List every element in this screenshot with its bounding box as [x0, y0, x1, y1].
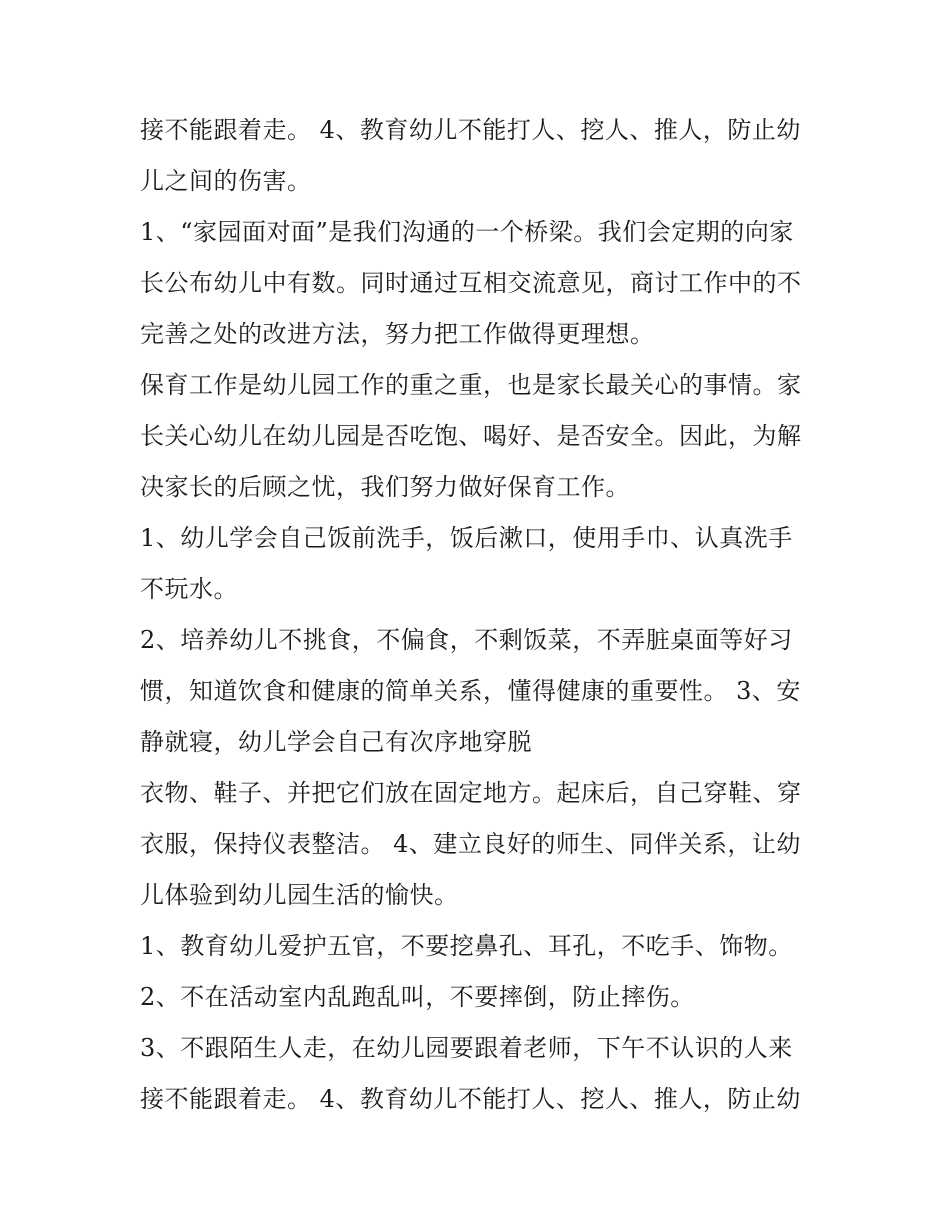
- text-line: 保育工作是幼儿园工作的重之重，也是家长最关心的事情。家: [140, 371, 802, 399]
- text-line: 儿体验到幼儿园生活的愉快。: [140, 881, 459, 909]
- text-line: 静就寝，幼儿学会自己有次序地穿脱: [140, 728, 532, 756]
- text-line: 长公布幼儿中有数。同时通过互相交流意见，商讨工作中的不: [140, 269, 802, 297]
- text-line: 完善之处的改进方法，努力把工作做得更理想。: [140, 320, 655, 348]
- text-line: 3、不跟陌生人走，在幼儿园要跟着老师，下午不认识的人来: [140, 1034, 793, 1062]
- text-line: 衣服，保持仪表整洁。 4、建立良好的师生、同伴关系，让幼: [140, 830, 801, 858]
- text-line: 1、教育幼儿爱护五官，不要挖鼻孔、耳孔，不吃手、饰物。: [140, 932, 793, 960]
- text-line: 衣物、鞋子、并把它们放在固定地方。起床后，自己穿鞋、穿: [140, 779, 802, 807]
- text-line: 接不能跟着走。 4、教育幼儿不能打人、挖人、推人，防止幼: [140, 1085, 801, 1113]
- text-line: 2、不在活动室内乱跑乱叫，不要摔倒，防止摔伤。: [140, 983, 695, 1011]
- text-line: 不玩水。: [140, 575, 238, 603]
- text-line: 1、幼儿学会自己饭前洗手，饭后漱口，使用手巾、认真洗手: [140, 524, 793, 552]
- text-line: 接不能跟着走。 4、教育幼儿不能打人、挖人、推人，防止幼: [140, 116, 801, 144]
- text-line: 1、“家园面对面”是我们沟通的一个桥梁。我们会定期的向家: [140, 218, 794, 246]
- text-line: 决家长的后顾之忧，我们努力做好保育工作。: [140, 473, 630, 501]
- text-line: 长关心幼儿在幼儿园是否吃饱、喝好、是否安全。因此，为解: [140, 422, 802, 450]
- document-body: [140, 105, 820, 1125]
- text-line: 儿之间的伤害。: [140, 167, 312, 195]
- text-line: 2、培养幼儿不挑食，不偏食，不剩饭菜，不弄脏桌面等好习: [140, 626, 793, 654]
- text-line: 惯，知道饮食和健康的简单关系，懂得健康的重要性。 3、安: [140, 677, 801, 705]
